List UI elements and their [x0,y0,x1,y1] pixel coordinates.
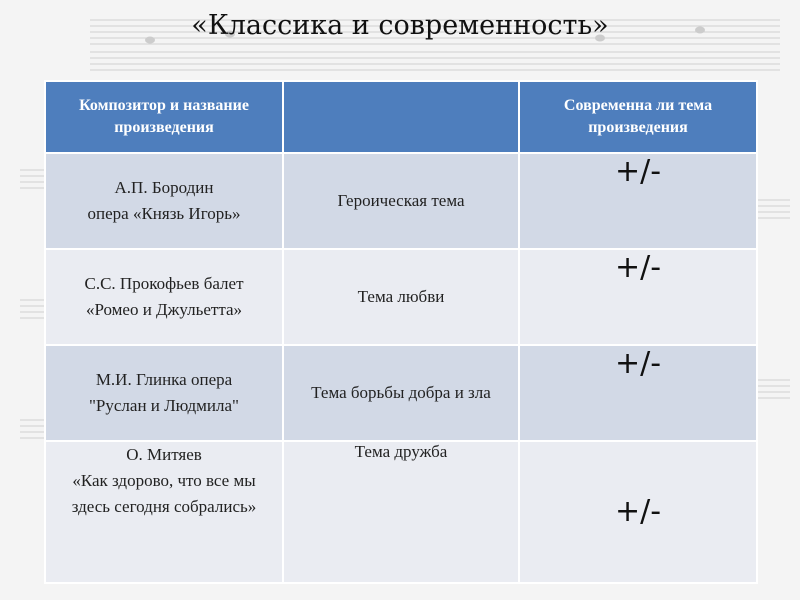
composer-cell [45,345,283,441]
table-row [45,249,757,345]
work-line: "Руслан и Людмила" [88,395,239,415]
page-title: «Классика и современность» [191,10,609,41]
composer-cell [45,249,283,345]
composer-line: О. Митяев [126,444,202,464]
work-line: «Ромео и Джульетта» [85,299,243,319]
mark-cell: +/- [519,345,757,441]
table-row [45,345,757,441]
mark-cell: +/- [519,153,757,249]
mark-cell: +/- [519,441,757,583]
table-row [45,153,757,249]
header-relevance: Современна ли тема произведения [519,81,757,153]
composer-line: А.П. Бородин [114,177,214,197]
theme-cell: Тема дружба [283,441,519,583]
theme-cell: Героическая тема [283,153,519,249]
composer-cell [45,153,283,249]
work-line-2: здесь сегодня собрались» [71,496,257,516]
comparison-table [44,80,758,584]
header-theme [283,81,519,153]
table-row [45,441,757,583]
header-composer: Композитор и название произведения [45,81,283,153]
work-line: «Как здорово, что все мы [72,470,256,490]
theme-cell: Тема любви [283,249,519,345]
work-line: опера «Князь Игорь» [87,203,241,223]
composer-line: С.С. Прокофьев балет [84,273,244,293]
composer-cell [45,441,283,583]
composer-line: М.И. Глинка опера [95,369,233,389]
table-header-row [45,81,757,153]
theme-cell: Тема борьбы добра и зла [283,345,519,441]
mark-cell: +/- [519,249,757,345]
